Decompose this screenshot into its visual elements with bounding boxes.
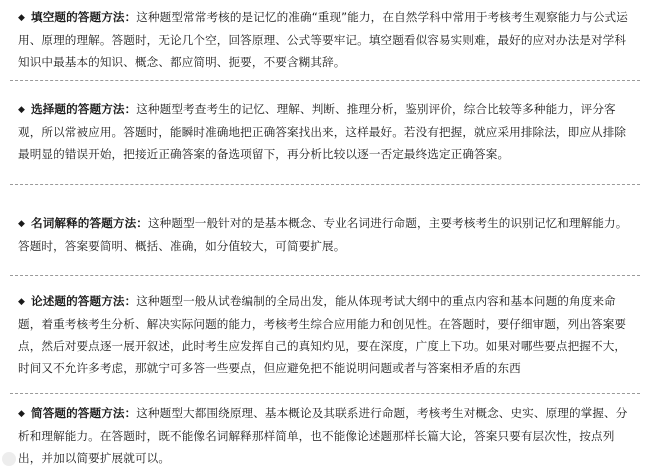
short-answer-section bbox=[18, 402, 632, 469]
watermark-logo-icon bbox=[2, 452, 16, 466]
diamond-bullet-icon: ◆ bbox=[18, 105, 26, 115]
dashed-divider bbox=[10, 80, 640, 81]
dashed-divider bbox=[10, 184, 640, 185]
diamond-bullet-icon: ◆ bbox=[18, 297, 26, 307]
section-body: 这种题型大都围绕原理、基本概论及其联系进行命题，考核考生对概念、史实、原理的掌握、分析和理解能力。在答题时，既不能像名词解释那样简单，也不能像论述题那样长篇大论，答案只要有层次性，按点列出，并加以简要扩展就可以。 bbox=[18, 406, 628, 465]
fill-in-blank-section bbox=[18, 6, 632, 73]
section-title: 论述题的答题方法： bbox=[31, 294, 137, 308]
diamond-bullet-icon: ◆ bbox=[18, 219, 26, 229]
section-body: 这种题型常常考核的是记忆的准确“重现”能力，在自然学科中常用于考核考生观察能力与公式运用、原理的理解。答题时，无论几个空，回答原理、公式等要牢记。填空题看似容易实则难，最好的应对办法是对学科知识中最基本的知识、概念、都应简明、扼要，不要含糊其辞。 bbox=[18, 10, 628, 69]
section-title: 填空题的答题方法： bbox=[31, 10, 137, 24]
section-body: 这种题型一般针对的是基本概念、专业名词进行命题，主要考核考生的识别记忆和理解能力。答题时，答案要简明、概括、准确，如分值较大，可简要扩展。 bbox=[18, 216, 628, 253]
dashed-divider bbox=[10, 393, 640, 394]
diamond-bullet-icon: ◆ bbox=[18, 13, 26, 23]
dashed-divider bbox=[10, 275, 640, 276]
diamond-bullet-icon: ◆ bbox=[18, 409, 26, 419]
term-definition-section bbox=[18, 212, 632, 257]
section-body: 这种题型一般从试卷编制的全局出发，能从体现考试大纲中的重点内容和基本问题的角度来命题，着重考核考生分析、解决实际问题的能力，考核考生综合应用能力和创见性。在答题时，要仔细审题，列出答案要点，然后对要点逐一展开叙述，此时考生应发挥自己的真知灼见，要在深度，广度上下功。如果对哪些要点把握不大，时间又不允许多考虑，那就宁可多答一些要点，但应避免把不能说明问题或者与答案相矛盾的东西 bbox=[18, 294, 627, 375]
section-title: 名词解释的答题方法： bbox=[31, 216, 148, 230]
section-title: 选择题的答题方法： bbox=[31, 102, 137, 116]
section-title: 简答题的答题方法： bbox=[31, 406, 137, 420]
multiple-choice-section bbox=[18, 98, 632, 165]
essay-section bbox=[18, 290, 632, 379]
section-body: 这种题型考查考生的记忆、理解、判断、推理分析，鉴别评价，综合比较等多种能力，评分客观，所以常被应用。答题时，能瞬时准确地把正确答案找出来，这样最好。若没有把握，就应采用排除法，即应从排除最明显的错误开始，把接近正确答案的备选项留下，再分析比较以逐一否定最终选定正确答案。 bbox=[18, 102, 627, 161]
